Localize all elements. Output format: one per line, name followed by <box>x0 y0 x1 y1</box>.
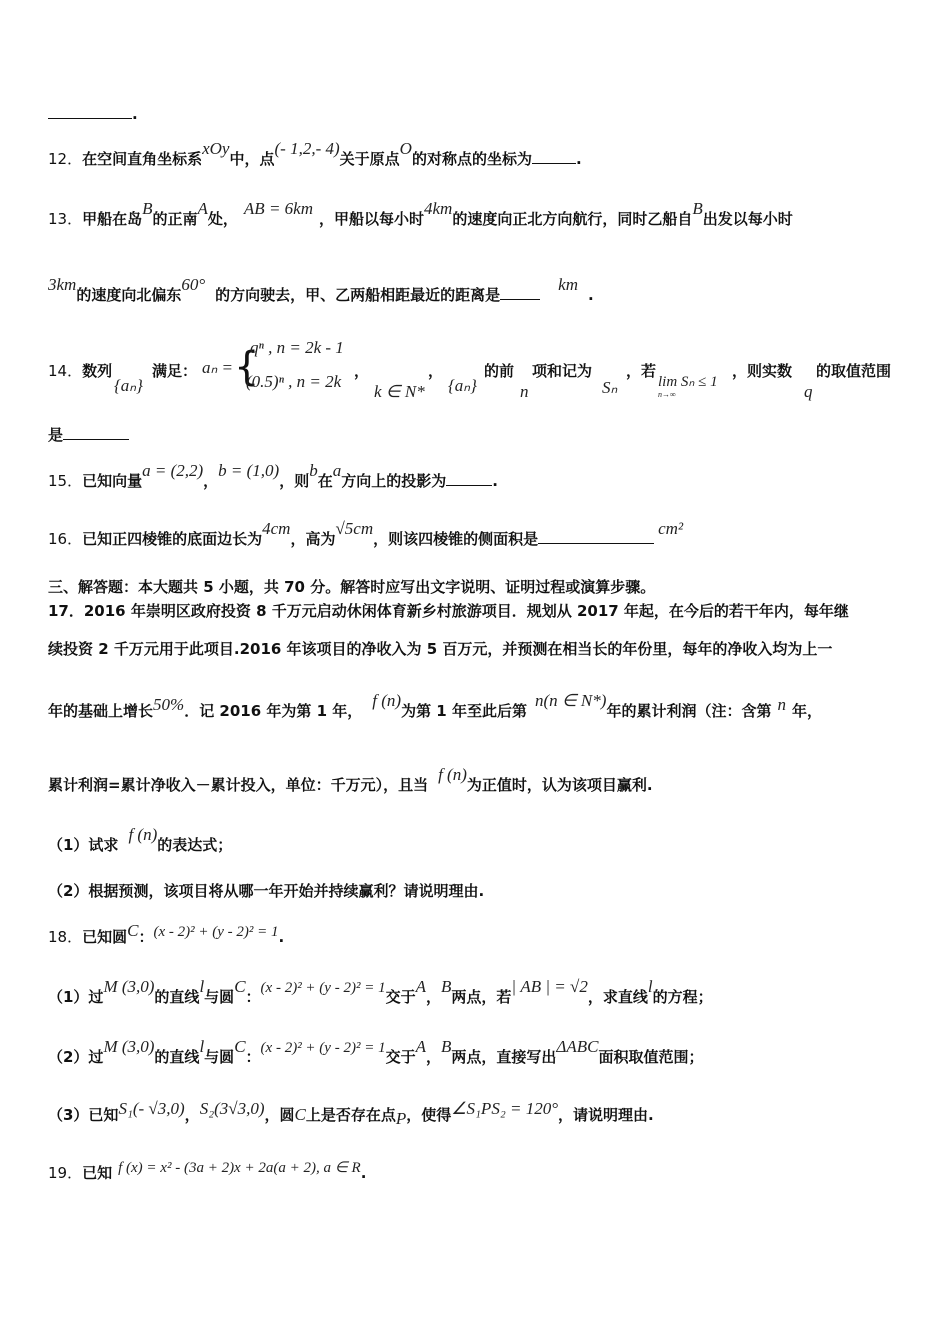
text: 与圆 <box>204 988 235 1006</box>
question-number: 13． <box>48 210 83 228</box>
math: Sₙ <box>602 378 618 397</box>
period: . <box>132 105 138 123</box>
answer-blank <box>446 471 492 486</box>
math: lim Sₙ ≤ 1 <box>658 374 718 390</box>
text: ，使得 <box>406 1106 452 1124</box>
math: qⁿ , n = 2k - 1 <box>250 338 344 357</box>
math: B <box>142 199 153 218</box>
text: 年的基础上增长 <box>48 702 154 720</box>
text: 的直线 <box>154 1048 200 1066</box>
text: ， <box>184 1106 200 1124</box>
question-13-line-1 <box>48 199 793 229</box>
math: q <box>804 382 813 401</box>
top-blank-line <box>48 104 138 123</box>
answer-blank <box>532 149 576 164</box>
text: 已知正四棱锥的底面边长为 <box>82 530 263 548</box>
math: ΔABC <box>556 1037 599 1056</box>
math: cm² <box>658 519 684 538</box>
math: aₙ = <box>202 358 233 377</box>
math: S₂(3√3,0) <box>199 1099 265 1118</box>
math: f (n) <box>128 825 158 844</box>
text: 在空间直角坐标系 <box>82 150 203 168</box>
math: xOy <box>202 139 230 158</box>
math: C <box>234 1037 246 1056</box>
math: (0.5)ⁿ , n = 2k <box>246 372 342 391</box>
question-12 <box>48 139 582 169</box>
math: C <box>294 1105 306 1124</box>
question-17-part-2: （2）根据预测，该项目将从哪一年开始并持续赢利？请说明理由. <box>48 882 485 900</box>
math: (x - 2)² + (y - 2)² = 1 <box>153 924 279 940</box>
text: ，求直线 <box>587 988 648 1006</box>
question-14-line-2 <box>48 424 129 445</box>
math: f (n) <box>438 765 467 784</box>
math: b <box>309 461 318 480</box>
text: ， <box>354 362 370 380</box>
text: （1）过 <box>48 988 104 1006</box>
text: （3）已知 <box>48 1106 119 1124</box>
text: ，请说明理由. <box>558 1106 654 1124</box>
math: l <box>199 977 205 996</box>
question-15 <box>48 461 498 491</box>
question-number: 16． <box>48 530 83 548</box>
text: 在 <box>317 472 333 490</box>
text: 累计利润=累计净收入－累计投入，单位：千万元），且当 <box>48 776 429 794</box>
text: （2）过 <box>48 1048 104 1066</box>
text: 与圆 <box>204 1048 235 1066</box>
text: 关于原点 <box>339 150 400 168</box>
math: a <box>332 461 342 480</box>
text: 已知 <box>82 1164 113 1182</box>
answer-blank <box>538 529 654 544</box>
math: A <box>415 1037 426 1056</box>
question-number: 18． <box>48 928 83 946</box>
text: ，若 <box>626 362 657 380</box>
question-number: 12． <box>48 150 83 168</box>
text: 的前 <box>484 362 515 380</box>
question-17-part-1 <box>48 825 233 855</box>
answer-blank <box>500 285 540 300</box>
text: 的速度向正北方向航行，同时乙船自 <box>452 210 693 228</box>
text: 处， <box>207 210 238 228</box>
period: . <box>575 150 582 168</box>
text: 已知向量 <box>82 472 143 490</box>
question-13-line-2 <box>48 275 594 305</box>
text: ， <box>428 362 444 380</box>
text: ，圆 <box>264 1106 295 1124</box>
text: 的对称点的坐标为 <box>411 150 532 168</box>
text: 项和记为 <box>532 362 593 380</box>
text: ： <box>138 928 154 946</box>
math: AB = 6km <box>243 199 313 218</box>
math: S₁(- √3,0) <box>118 1099 185 1118</box>
text: 交于 <box>385 988 416 1006</box>
math: M (3,0) <box>103 977 155 996</box>
text: 交于 <box>385 1048 416 1066</box>
text: ， <box>425 1048 441 1066</box>
math: n→∞ <box>658 390 676 399</box>
text: 的方程； <box>652 988 713 1006</box>
text: 数列 <box>82 362 113 380</box>
question-17-line-1: 17．2016 年崇明区政府投资 8 千万元启动休闲体育新乡村旅游项目．规划从 2017 年起，在今后的若干年内，每年继 <box>48 602 849 620</box>
question-18-part-1 <box>48 977 713 1007</box>
text: 中，点 <box>229 150 275 168</box>
question-number: 14． <box>48 362 83 380</box>
text: 两点，若 <box>451 988 512 1006</box>
period: . <box>278 928 285 946</box>
text: 甲船在岛 <box>82 210 143 228</box>
question-18-part-2 <box>48 1037 704 1067</box>
math: {aₙ} <box>114 376 143 395</box>
text: 出发以每小时 <box>702 210 793 228</box>
math: C <box>234 977 246 996</box>
math: f (x) = x² - (3a + 2)x + 2a(a + 2), a ∈ R <box>118 1160 361 1176</box>
text: 的方向驶去，甲、乙两船相距最近的距离是 <box>215 286 501 304</box>
math: M (3,0) <box>103 1037 155 1056</box>
text: ， <box>203 472 219 490</box>
question-number: 19． <box>48 1164 83 1182</box>
math: 4km <box>424 199 453 218</box>
math: n(n ∈ N*) <box>534 691 607 710</box>
text: 上是否存在点 <box>305 1106 396 1124</box>
text: 是 <box>48 426 64 444</box>
period: . <box>492 472 498 490</box>
answer-blank <box>48 104 132 119</box>
math: (x - 2)² + (y - 2)² = 1 <box>260 1040 386 1056</box>
math: km <box>558 275 578 294</box>
answer-blank <box>63 425 129 440</box>
math: | AB | = √2 <box>511 977 588 996</box>
text: 年的累计利润（注：含第 <box>606 702 772 720</box>
question-16 <box>48 519 684 549</box>
text: 的速度向北偏东 <box>76 286 182 304</box>
text: ： <box>245 1048 261 1066</box>
math: (- 1,2,- 4) <box>274 139 340 158</box>
question-17-line-2: 续投资 2 千万元用于此项目.2016 年该项目的净收入为 5 百万元，并预测在相当长的年份里，每年的净收入均为上一 <box>48 640 833 658</box>
math: 3km <box>48 275 77 294</box>
math: B <box>441 977 452 996</box>
math: C <box>127 921 139 940</box>
text: 的直线 <box>154 988 200 1006</box>
math: ∠S₁PS₂ = 120° <box>451 1099 558 1118</box>
question-19 <box>48 1162 366 1183</box>
math: a = (2,2) <box>142 461 204 480</box>
math: (x - 2)² + (y - 2)² = 1 <box>260 980 386 996</box>
brace: { <box>234 344 260 390</box>
text: （1）试求 <box>48 836 119 854</box>
math: n <box>777 695 786 714</box>
question-18-part-3 <box>48 1099 654 1128</box>
math: 60° <box>181 275 206 294</box>
text: ，则该四棱锥的侧面积是 <box>373 530 539 548</box>
math: {aₙ} <box>448 376 477 395</box>
text: 为正值时，认为该项目赢利. <box>466 776 653 794</box>
text: 两点，直接写出 <box>451 1048 557 1066</box>
period: . <box>360 1164 367 1182</box>
text: 面积取值范围； <box>598 1048 704 1066</box>
math: b = (1,0) <box>218 461 280 480</box>
text: 的取值范围 <box>816 362 892 380</box>
text: 方向上的投影为 <box>341 472 447 490</box>
text: ，高为 <box>290 530 336 548</box>
question-17-line-3 <box>48 691 822 721</box>
math: l <box>647 977 653 996</box>
math: B <box>441 1037 452 1056</box>
text: ，则 <box>279 472 310 490</box>
question-18 <box>48 921 285 947</box>
math: 50% <box>153 695 185 714</box>
text: ．记 2016 年为第 1 年， <box>184 702 363 720</box>
question-number: 15． <box>48 472 83 490</box>
math: 4cm <box>262 519 291 538</box>
text: 已知圆 <box>82 928 128 946</box>
text: 为第 1 年至此后第 <box>401 702 527 720</box>
text: 的表达式； <box>157 836 233 854</box>
math: l <box>199 1037 205 1056</box>
math: n <box>520 382 529 401</box>
text: 满足： <box>152 362 198 380</box>
math: √5cm <box>335 519 374 538</box>
section-heading: 三、解答题：本大题共 5 小题，共 70 分。解答时应写出文字说明、证明过程或演算步骤。 <box>48 578 656 596</box>
text: ，甲船以每小时 <box>318 210 424 228</box>
text: ： <box>245 988 261 1006</box>
text: 的正南 <box>152 210 198 228</box>
text: ， <box>425 988 441 1006</box>
math: k ∈ N* <box>374 382 425 401</box>
math: B <box>692 199 703 218</box>
period: . <box>588 286 594 304</box>
math: f (n) <box>372 691 402 710</box>
math: A <box>415 977 426 996</box>
text: ，则实数 <box>732 362 793 380</box>
math: O <box>399 139 412 158</box>
question-14 <box>48 338 908 410</box>
math: A <box>197 199 208 218</box>
text: 年， <box>791 702 822 720</box>
math: P <box>395 1109 407 1128</box>
question-17-line-4 <box>48 765 653 795</box>
